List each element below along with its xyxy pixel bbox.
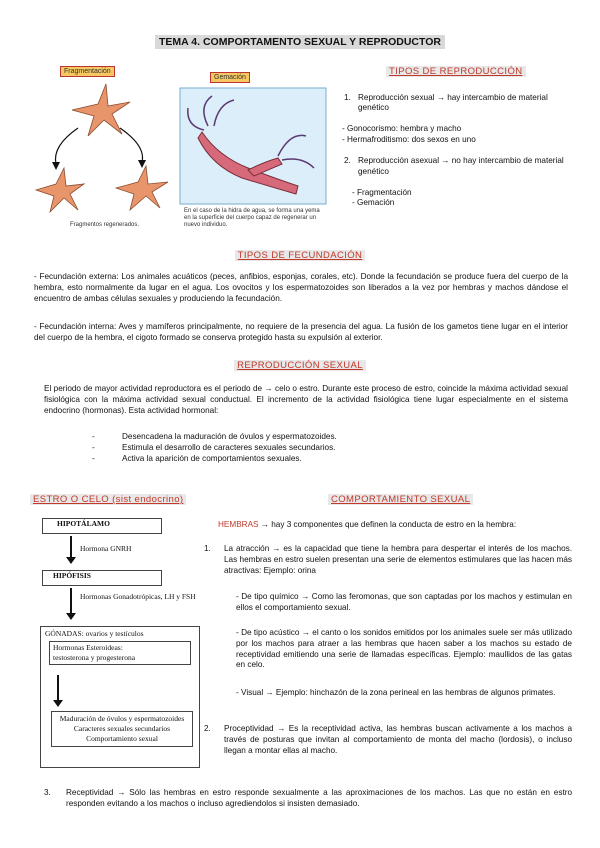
gemacion-item: - Gemación (352, 198, 395, 208)
efectos-box: Maduración de óvulos y espermatozoides Caracteres sexuales secundarios Comportamiento sexual (51, 711, 193, 747)
hormonas-esteroideas-box: Hormonas Esteroideas: testosterona y progesterona (49, 641, 191, 665)
fragmentacion-figure (28, 66, 178, 234)
list-item: - Estimula el desarrollo de caracteres sexuales secundarios. (92, 443, 492, 454)
endocrine-diagram (40, 518, 202, 768)
gonadotropicas-label: Hormonas Gonadotrópicas, LH y FSH (80, 592, 196, 601)
hipotalamo-box: HIPOTÁLAMO (42, 518, 162, 534)
gonocorismo-item: - Gonocorismo: hembra y macho (342, 124, 462, 134)
reproduccion-sexual-heading: REPRODUCCIÓN SEXUAL (0, 360, 600, 373)
tipos-reproduccion-heading: TIPOS DE REPRODUCCIÓN (386, 66, 578, 79)
reproduccion-sexual-item: 1. Reproducción sexual → hay intercambio de material genético (344, 92, 548, 113)
hipofisis-box: HIPÓFISIS (42, 570, 162, 586)
atraccion-item: 1. La atracción → es la capacidad que tiene la hembra para despertar el interés de los machos. Las hembras en estro suelen presentan una serie de elementos estimulares que las hacen más atractivas: Ejemplo: orina (204, 544, 572, 575)
fragmentos-caption: Fragmentos regenerados. (70, 222, 140, 228)
comportamiento-heading: COMPORTAMIENTO SEXUAL (328, 494, 473, 507)
page-title: TEMA 4. COMPORTAMENTO SEXUAL Y REPRODUCTOR (0, 36, 600, 50)
hormona-gnrh-label: Hormona GNRH (80, 544, 132, 553)
tipo-quimico-item: - De tipo químico → Como las feromonas, que son captadas por los machos y estimulan en ellos el comportamiento sexual. (236, 592, 572, 612)
fecundacion-externa: - Fecundación externa: Los animales acuáticos (peces, anfibios, esponjas, corales, etc). Donde la fecundación se produce fuera del cuerpo de la hembra, esto normalmente da lugar en el agua. Los ovocitos y los espermatozoides son liberados a la vez por hembras y machos dándose el encuentro de ambas células sexuales y produciendo la fecundación. (34, 272, 568, 303)
reproduccion-sexual-text: El periodo de mayor actividad reproductora es el periodo de → celo o estro. Durante este proceso de estro, coincide la máxima actividad sexual fisiológica con la máxima actividad sexual conductual. El incremento de la actividad fisiológica tiene lugar especialmente en el sistema endocrino (hormonas). Esta actividad hormonal: (44, 384, 568, 415)
gemacion-caption: En el caso de la hidra de agua, se forma una yema en la superficie del cuerpo capaz de regenerar un nuevo individuo. (184, 208, 320, 229)
list-item: - Desencadena la maduración de óvulos y espermatozoides. (92, 432, 492, 443)
list-item: - Activa la aparición de comportamientos sexuales. (92, 454, 492, 465)
arrow-down-icon (57, 675, 59, 701)
hembras-intro: HEMBRAS → hay 3 componentes que definen la conducta de estro en la hembra: (218, 520, 517, 529)
gemacion-figure (178, 72, 332, 234)
proceptividad-item: 2. Proceptividad → Es la receptividad activa, las hembras buscan activamente a los machos a través de posturas que invitan al comportamiento de monta del macho (lordosis), o incluso llegan a montar ellas al macho. (204, 724, 572, 755)
reproduccion-asexual-item: 2. Reproducción asexual → no hay intercambio de material genético (344, 155, 564, 176)
gonadas-box: GÓNADAS: ovarios y testículos Hormonas Esteroideas: testosterona y progesterona Maduración de óvulos y espermatozoides Caracteres sexuales secundarios Comportamiento sexual (40, 626, 200, 768)
hermafroditismo-item: - Hermafroditismo: dos sexos en uno (342, 135, 476, 145)
visual-item: - Visual → Ejemplo: hinchazón de la zona perineal en las hembras de algunos primates. (236, 688, 556, 697)
actividad-hormonal-list (92, 432, 492, 464)
fragmentacion-item: - Fragmentación (352, 187, 412, 197)
estro-heading: ESTRO O CELO (sist endocrino) (30, 494, 186, 507)
tipos-fecundacion-heading: TIPOS DE FECUNDACIÓN (0, 250, 600, 263)
arrow-down-icon (70, 588, 72, 614)
tipo-acustico-item: - De tipo acústico → el canto o los sonidos emitidos por los animales suele ser más utilizado por los machos para atraer a las hembras que hacen saber a los machos su estado de receptividad emitiendo una serie de llamadas específicas. Ejemplo: maullidos de las gatas en celo. (236, 628, 572, 670)
receptividad-item: 3. Receptividad → Sólo las hembras en estro responde sexualmente a las aproximaciones de los machos. Las que no están en estro responden evitando a los machos o incluso agrediendolos si insisten demasiado. (44, 788, 572, 808)
tipos-reproduccion-section (338, 66, 578, 209)
starfish-illustration (28, 76, 178, 236)
arrow-down-icon (70, 536, 72, 558)
gemacion-label: Gemación (210, 72, 250, 83)
fecundacion-interna: - Fecundación interna: Aves y mamíferos principalmente, no requiere de la presencia del agua. La fusión de los gametos tiene lugar en el interior del cuerpo de la hembra, el cigoto formado se conserva protegido hasta su expulsión al exterior. (34, 322, 568, 342)
hydra-illustration (178, 86, 328, 206)
fragmentacion-label: Fragmentación (60, 66, 115, 77)
